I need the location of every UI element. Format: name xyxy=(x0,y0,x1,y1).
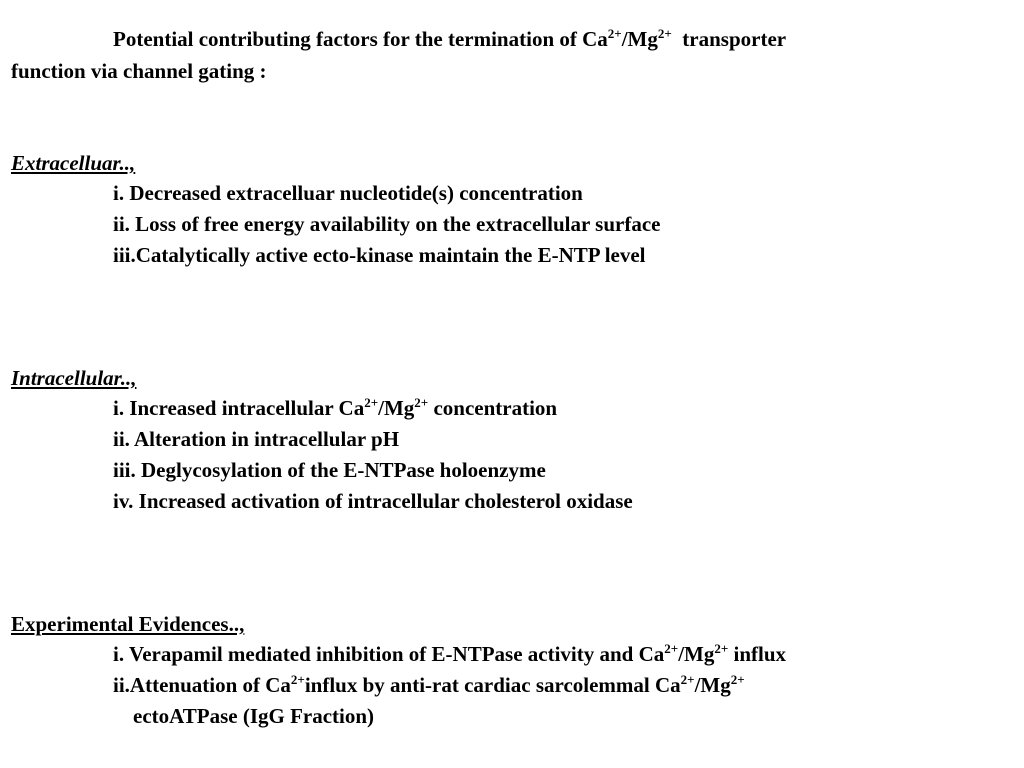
experimental-item-1-text-b: /Mg xyxy=(678,642,715,666)
intracellular-item-1-sup-a: 2+ xyxy=(364,395,379,410)
title-text-2: /Mg xyxy=(621,27,658,51)
title-line-1 xyxy=(113,27,786,51)
intracellular-item-1-text-b: /Mg xyxy=(378,396,415,420)
experimental-item-1-sup-a: 2+ xyxy=(664,641,679,656)
extracellular-item-1: i. Decreased extracelluar nucleotide(s) concentration xyxy=(113,181,583,205)
intracellular-item-1-sup-b: 2+ xyxy=(414,395,429,410)
intracellular-item-1-text-c: concentration xyxy=(428,396,558,420)
experimental-heading: Experimental Evidences.., xyxy=(11,612,245,636)
intracellular-item-2: ii. Alteration in intracellular pH xyxy=(113,427,400,451)
extracellular-heading: Extracelluar.., xyxy=(11,151,136,175)
experimental-item-2-text-c: /Mg xyxy=(694,673,731,697)
experimental-item-1 xyxy=(113,642,786,666)
experimental-item-1-text-c: influx xyxy=(728,642,787,666)
intracellular-item-1 xyxy=(113,396,557,420)
experimental-item-2-sup-a: 2+ xyxy=(290,672,305,687)
experimental-item-2-text-a: ii.Attenuation of Ca xyxy=(113,673,291,697)
experimental-item-1-text-a: i. Verapamil mediated inhibition of E-NTPase activity and Ca xyxy=(113,642,665,666)
intracellular-item-4: iv. Increased activation of intracellular cholesterol oxidase xyxy=(113,489,633,513)
experimental-item-2-sup-b: 2+ xyxy=(680,672,695,687)
extracellular-item-2: ii. Loss of free energy availability on the extracellular surface xyxy=(113,212,661,236)
title-text-3: transporter xyxy=(671,27,787,51)
title-text-1: Potential contributing factors for the termination of Ca xyxy=(113,27,608,51)
title-superscript-1: 2+ xyxy=(607,26,622,41)
experimental-item-1-sup-b: 2+ xyxy=(714,641,729,656)
intracellular-item-3: iii. Deglycosylation of the E-NTPase holoenzyme xyxy=(113,458,546,482)
extracellular-item-3: iii.Catalytically active ecto-kinase maintain the E-NTP level xyxy=(113,243,646,267)
intracellular-heading: Intracellular.., xyxy=(11,366,137,390)
title-superscript-2: 2+ xyxy=(657,26,672,41)
intracellular-item-1-text-a: i. Increased intracellular Ca xyxy=(113,396,365,420)
title-line-2: function via channel gating : xyxy=(11,59,267,83)
experimental-item-2-sup-c: 2+ xyxy=(730,672,745,687)
experimental-item-2-continuation: ectoATPase (IgG Fraction) xyxy=(133,704,375,728)
experimental-item-2 xyxy=(113,673,745,697)
experimental-item-2-text-b: influx by anti-rat cardiac sarcolemmal Ca xyxy=(304,673,681,697)
